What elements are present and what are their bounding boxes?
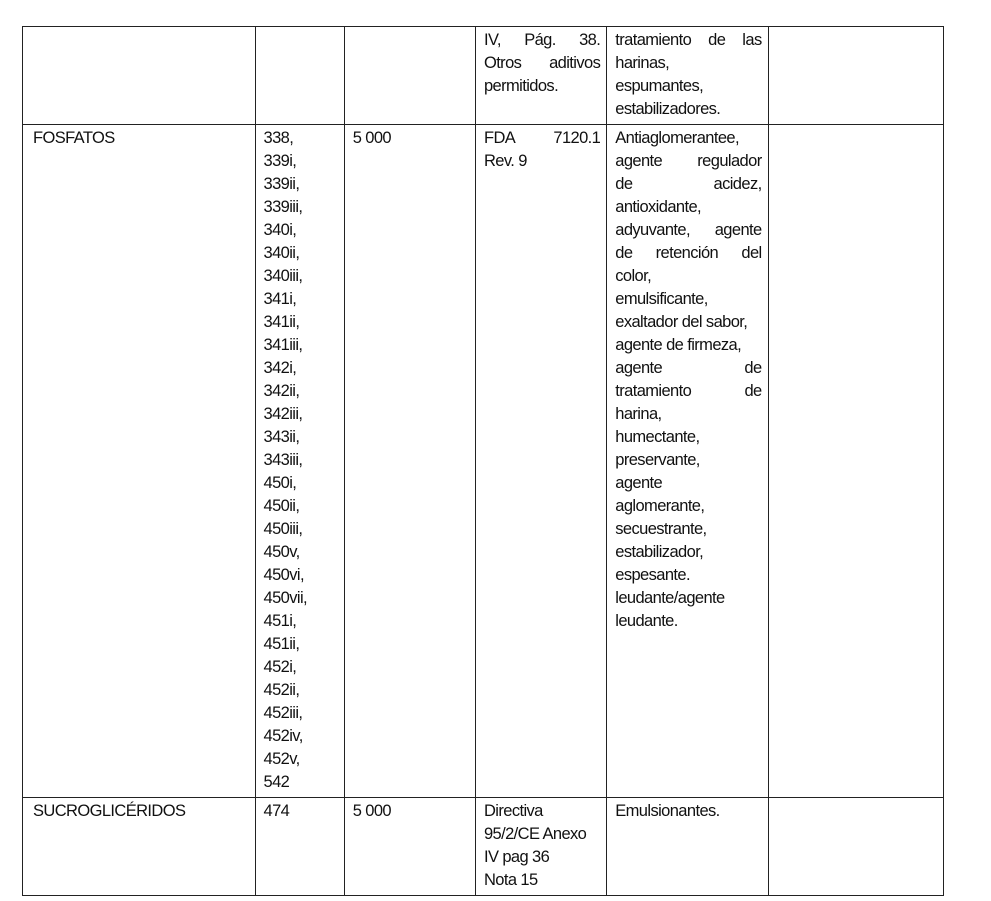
table-row (23, 27, 944, 125)
function-line: Antiaglomerantee, (615, 129, 739, 147)
function-line: secuestrante, (615, 520, 707, 538)
ins-code: 452ii, (263, 681, 300, 699)
table-row (23, 125, 944, 798)
function-line: estabilizadores. (615, 100, 721, 118)
function-line: tratamiento de (615, 382, 762, 400)
reference-cell (475, 125, 606, 798)
ins-code: 450i, (263, 474, 297, 492)
function-line: agente de (615, 359, 762, 377)
max-limit: 5 000 (352, 129, 391, 147)
ins-code: 342i, (263, 359, 297, 377)
max-limit-cell (344, 798, 475, 896)
function-line: espesante. (615, 566, 690, 584)
function-line: aglomerante, (615, 497, 705, 515)
reference-line: Otros aditivos (483, 54, 601, 72)
ins-code: 451i, (263, 612, 297, 630)
function-line: de acidez, (615, 175, 762, 193)
ins-codes-cell (255, 125, 344, 798)
max-limit: 5 000 (352, 802, 391, 820)
ins-code: 342ii, (263, 382, 300, 400)
function-line: espumantes, (615, 77, 704, 95)
function-line: tratamiento de las (615, 31, 762, 49)
ins-code: 452v, (263, 750, 300, 768)
max-limit-cell (344, 27, 475, 125)
ins-code: 452i, (263, 658, 297, 676)
reference-line: IV pag 36 (483, 848, 550, 866)
additive-name: FOSFATOS (33, 129, 115, 147)
ins-code: 339i, (263, 152, 297, 170)
function-line: harina, (615, 405, 662, 423)
function-line: adyuvante, agente (615, 221, 762, 239)
reference-line: Rev. 9 (483, 152, 527, 170)
ins-code: 340iii, (263, 267, 303, 285)
ins-codes-cell (255, 798, 344, 896)
notes-cell (768, 125, 943, 798)
reference-line: 95/2/CE Anexo (483, 825, 587, 843)
function-line: harinas, (615, 54, 670, 72)
ins-code: 341iii, (263, 336, 303, 354)
function-cell (607, 125, 768, 798)
reference-line: Directiva (483, 802, 543, 820)
reference-line: IV, Pág. 38. (483, 31, 601, 49)
ins-code: 450v, (263, 543, 300, 561)
ins-code: 343ii, (263, 428, 300, 446)
function-line: exaltador del sabor, (615, 313, 748, 331)
ins-code: 450vi, (263, 566, 304, 584)
function-line: leudante. (615, 612, 678, 630)
ins-code: 339iii, (263, 198, 303, 216)
ins-code: 340ii, (263, 244, 300, 262)
function-line: humectante, (615, 428, 700, 446)
ins-code: 452iii, (263, 704, 303, 722)
function-line: leudante/agente (615, 589, 725, 607)
reference-line: permitidos. (483, 77, 559, 95)
additive-name-cell (23, 125, 256, 798)
reference-cell (475, 798, 606, 896)
ins-code: 542 (263, 773, 290, 791)
notes-cell (768, 27, 943, 125)
ins-code: 451ii, (263, 635, 300, 653)
notes-cell (768, 798, 943, 896)
additive-name-cell (23, 798, 256, 896)
ins-code: 450vii, (263, 589, 307, 607)
function-line: preservante, (615, 451, 700, 469)
table-row (23, 798, 944, 896)
ins-code: 341i, (263, 290, 297, 308)
reference-line: Nota 15 (483, 871, 538, 889)
ins-code: 338, (263, 129, 294, 147)
reference-line: FDA 7120.1 (483, 129, 601, 147)
function-cell (607, 798, 768, 896)
ins-code: 342iii, (263, 405, 303, 423)
reference-cell (475, 27, 606, 125)
function-line: emulsificante, (615, 290, 708, 308)
ins-code: 339ii, (263, 175, 300, 193)
ins-code: 452iv, (263, 727, 303, 745)
function-line: estabilizador, (615, 543, 704, 561)
ins-codes-cell (255, 27, 344, 125)
function-line: antioxidante, (615, 198, 702, 216)
additive-name: SUCROGLICÉRIDOS (33, 802, 186, 820)
function-line: color, (615, 267, 652, 285)
additive-name-cell (23, 27, 256, 125)
max-limit-cell (344, 125, 475, 798)
function-cell (607, 27, 768, 125)
ins-code: 341ii, (263, 313, 300, 331)
ins-code: 340i, (263, 221, 297, 239)
function-line: agente de firmeza, (615, 336, 742, 354)
function-line: agente (615, 474, 663, 492)
function-line: agente regulador (615, 152, 762, 170)
ins-code: 474 (263, 802, 290, 820)
function-line: Emulsionantes. (615, 802, 720, 820)
ins-code: 343iii, (263, 451, 303, 469)
ins-code: 450ii, (263, 497, 300, 515)
function-line: de retención del (615, 244, 762, 262)
ins-code: 450iii, (263, 520, 303, 538)
additives-table (22, 26, 944, 896)
